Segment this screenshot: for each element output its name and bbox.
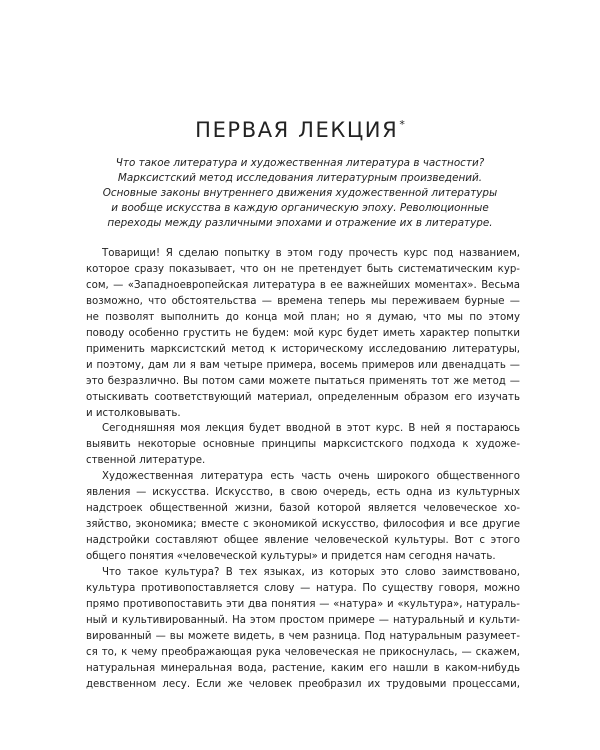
- body-line: выявить некоторые основные принципы марксистского подхода к художе-: [86, 439, 520, 451]
- body-line: это безразлично. Вы потом сами можете пытаться применять тот же метод —: [86, 375, 520, 387]
- abstract-line: Что такое литература и художественная литература в частности?: [115, 157, 485, 169]
- body-line: надстройки составляют общее явление человеческой культуры. Вот с этого: [86, 535, 520, 547]
- abstract-line: Марксистский метод исследования литературным произведений.: [117, 172, 483, 185]
- body-line: и поэтому, дам ли я вам четыре примера, восемь примеров или двенадцать —: [86, 359, 520, 371]
- body-paragraph: [86, 421, 520, 469]
- body-line: не позволят выполнить до конца мой план; но я думаю, что мы по этому: [86, 311, 520, 323]
- body-line: ся то, к чему преображающая рука человеческая не прикоснулась, — скажем,: [86, 646, 520, 658]
- lecture-body: [86, 246, 520, 693]
- body-paragraph: [86, 246, 520, 421]
- body-line: отыскивать соответствующий материал, определенным образом его изучать: [86, 391, 520, 403]
- body-line: зяйство, экономика; вместе с экономикой искусство, философия и все другие: [86, 519, 520, 531]
- title-text: ПЕРВАЯ ЛЕКЦИЯ: [195, 118, 399, 142]
- body-line: девственном лесу. Если же человек преобразил их трудовыми процессами,: [86, 678, 520, 690]
- body-paragraph: [86, 565, 520, 693]
- body-line: и истолковывать.: [86, 407, 181, 419]
- body-line: Сегодняшняя моя лекция будет вводной в этот курс. В ней я постараюсь: [102, 423, 520, 435]
- body-line: Художественная литература есть часть очень широкого общественного: [102, 471, 520, 483]
- body-line: культура противопоставляется слову — натура. По существу говоря, можно: [86, 583, 520, 595]
- body-line: вированный — вы можете видеть, в чем разница. Под натуральным разумеет-: [86, 630, 520, 642]
- body-line: надстроек общественной жизни, базой которой является человеческое хо-: [86, 503, 520, 515]
- page-title: [0, 112, 600, 143]
- body-line: Товарищи! Я сделаю попытку в этом году прочесть курс под названием,: [102, 248, 520, 259]
- body-line: сом, — «Западноевропейская литература в ее важнейших моментах». Весьма: [86, 279, 520, 291]
- body-line: ный и культивированный. На этом простом примере — натуральный и культи-: [86, 614, 520, 626]
- body-paragraph: [86, 469, 520, 565]
- body-line: явления — искусства. Искусство, в свою очередь, есть одна из культурных: [86, 487, 520, 499]
- body-line: возможно, что обстоятельства — времена теперь мы переживаем бурные —: [86, 295, 520, 307]
- body-line: прямо противопоставить эти два понятия — «натура» и «культура», натураль-: [86, 598, 520, 610]
- body-line: которое сразу показывает, что он не претендует быть систематическим кур-: [86, 263, 520, 275]
- body-line: применить марксистский метод к историческому исследованию литературы,: [86, 343, 520, 355]
- body-line: Что такое культура? В тех языках, из которых это слово заимствовано,: [102, 567, 520, 579]
- abstract-line: переходы между различными эпохами и отражение их в литературе.: [107, 217, 493, 230]
- abstract-line: и вообще искусства в каждую органическую эпоху. Революционные: [111, 202, 489, 215]
- footnote-mark: *: [399, 118, 405, 131]
- lecture-abstract: [70, 156, 530, 231]
- abstract-line: Основные законы внутреннего движения художественной литературы: [102, 187, 498, 200]
- body-line: поводу особенно грустить не будем: мой курс будет иметь характер попытки: [86, 327, 520, 339]
- body-line: натуральная минеральная вода, растение, каким его нашли в каком-нибудь: [86, 662, 520, 674]
- body-line: ственной литературе.: [86, 455, 206, 467]
- body-line: общего понятия «человеческой культуры» и придется нам сегодня начать.: [86, 551, 496, 563]
